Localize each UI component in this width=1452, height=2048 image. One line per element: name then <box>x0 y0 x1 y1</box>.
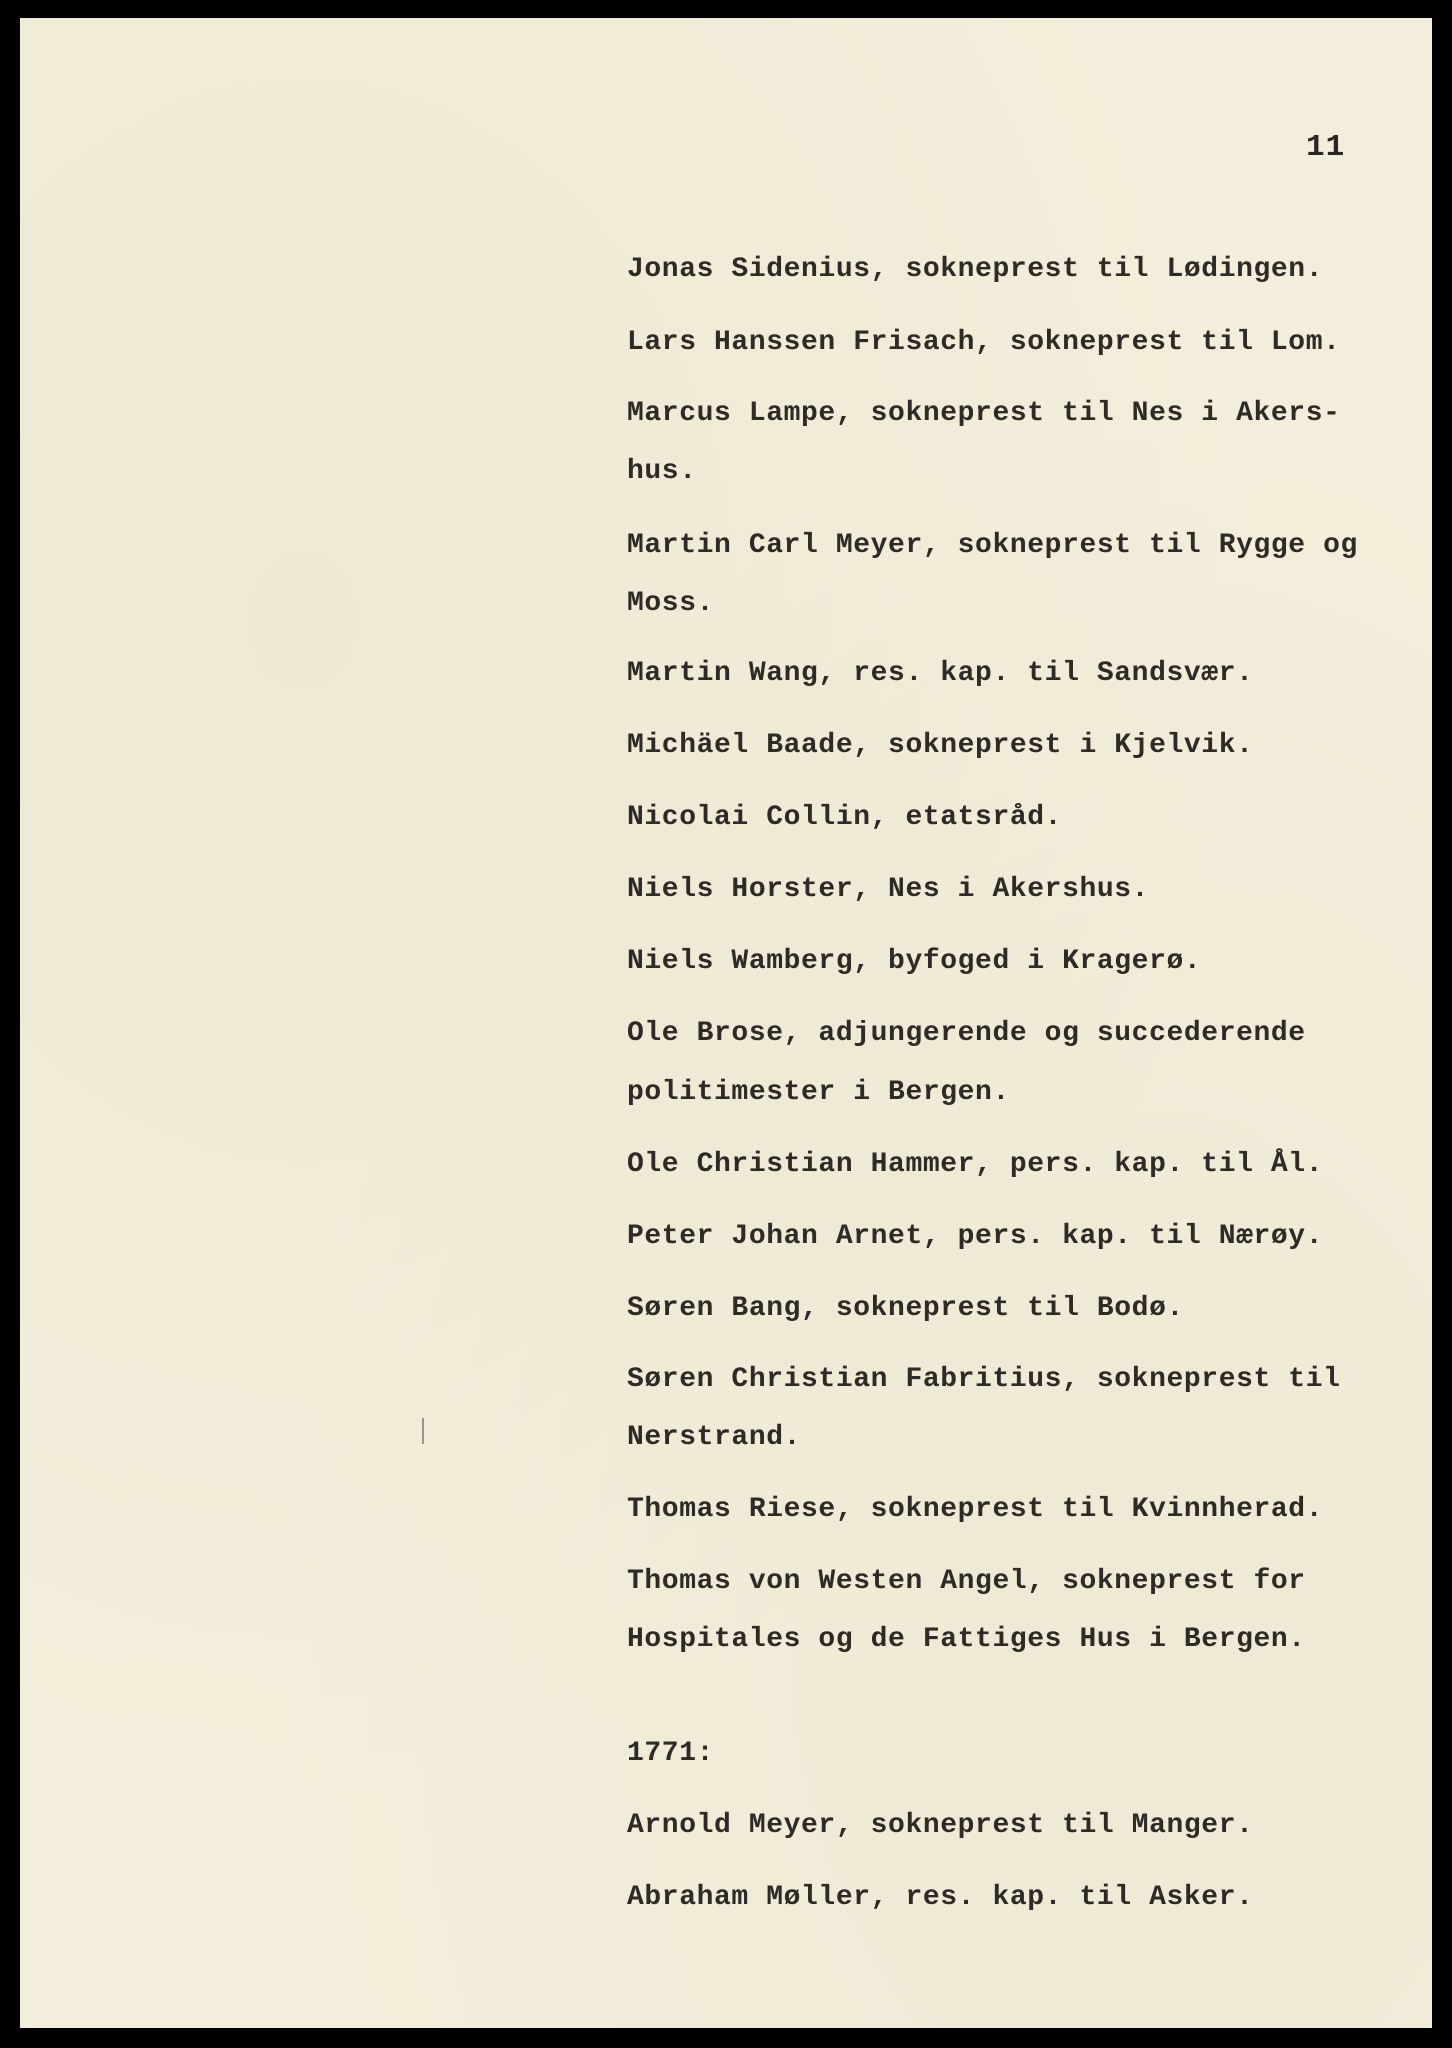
entry-line: Thomas Riese, sokneprest til Kvinnherad. <box>627 1494 1324 1525</box>
entry-line: Abraham Møller, res. kap. til Asker. <box>627 1882 1254 1913</box>
page-number: 11 <box>1306 130 1346 165</box>
entry-line: Peter Johan Arnet, pers. kap. til Nærøy. <box>627 1221 1324 1252</box>
entry-line: politimester i Bergen. <box>627 1077 1010 1108</box>
entry-line: Michäel Baade, sokneprest i Kjelvik. <box>627 730 1254 761</box>
entry-line: Søren Bang, sokneprest til Bodø. <box>627 1293 1184 1324</box>
entry-line: Niels Wamberg, byfoged i Kragerø. <box>627 946 1202 977</box>
entry-line: Thomas von Westen Angel, sokneprest for <box>627 1566 1306 1597</box>
entry-line: Nerstrand. <box>627 1422 802 1453</box>
entry-line: Ole Christian Hammer, pers. kap. til Ål. <box>627 1149 1324 1180</box>
pencil-mark <box>422 1418 424 1444</box>
entry-line: Arnold Meyer, sokneprest til Manger. <box>627 1810 1254 1841</box>
entry-line: Ole Brose, adjungerende og succederende <box>627 1018 1306 1049</box>
entry-line: Martin Wang, res. kap. til Sandsvær. <box>627 658 1254 689</box>
entry-line: Moss. <box>627 588 715 619</box>
entry-line: Jonas Sidenius, sokneprest til Lødingen. <box>627 254 1324 285</box>
entry-line: hus. <box>627 456 697 487</box>
entry-line: Søren Christian Fabritius, sokneprest til <box>627 1364 1341 1395</box>
entry-line: Hospitales og de Fattiges Hus i Bergen. <box>627 1624 1306 1655</box>
entry-line: Lars Hanssen Frisach, sokneprest til Lom. <box>627 327 1341 358</box>
entry-line: Marcus Lampe, sokneprest til Nes i Akers- <box>627 398 1341 429</box>
entry-line: Niels Horster, Nes i Akershus. <box>627 874 1150 905</box>
entry-line: Nicolai Collin, etatsråd. <box>627 802 1063 833</box>
document-page <box>20 18 1432 2028</box>
year-heading: 1771: <box>627 1738 715 1769</box>
entry-line: Martin Carl Meyer, sokneprest til Rygge og <box>627 530 1358 561</box>
